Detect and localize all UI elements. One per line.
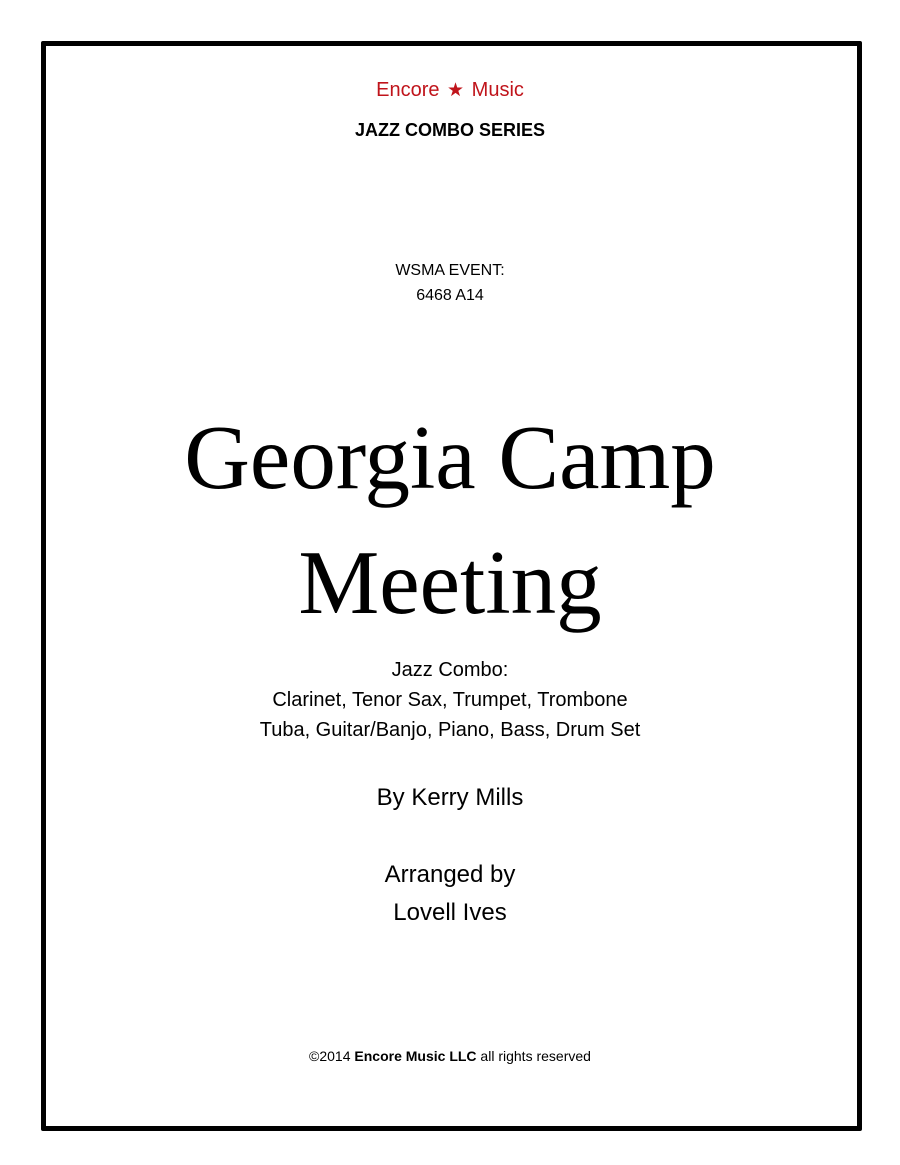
star-icon: ★ [447, 80, 465, 101]
publisher-logo [0, 79, 900, 102]
publisher-name-right: Music [471, 79, 524, 101]
arranger-name: Lovell Ives [393, 899, 507, 926]
instrumentation-heading: Jazz Combo: [391, 659, 509, 681]
composer-credit: By Kerry Mills [376, 784, 524, 811]
title-line-2: Meeting [298, 532, 602, 633]
event-label: WSMA EVENT: [395, 262, 505, 279]
copyright-notice [0, 1048, 900, 1064]
copyright-prefix: ©2014 [309, 1048, 355, 1064]
copyright-company: Encore Music LLC [354, 1048, 477, 1064]
title-line-1: Georgia Camp [184, 407, 716, 508]
series-title: JAZZ COMBO SERIES [354, 120, 546, 140]
instrumentation-line-2: Tuba, Guitar/Banjo, Piano, Bass, Drum Set [259, 719, 641, 741]
instrumentation-line-1: Clarinet, Tenor Sax, Trumpet, Trombone [272, 689, 628, 711]
copyright-suffix: all rights reserved [476, 1048, 591, 1064]
publisher-name-left: Encore [376, 79, 440, 101]
event-code: 6468 A14 [416, 287, 484, 304]
arranger-label: Arranged by [384, 861, 516, 888]
